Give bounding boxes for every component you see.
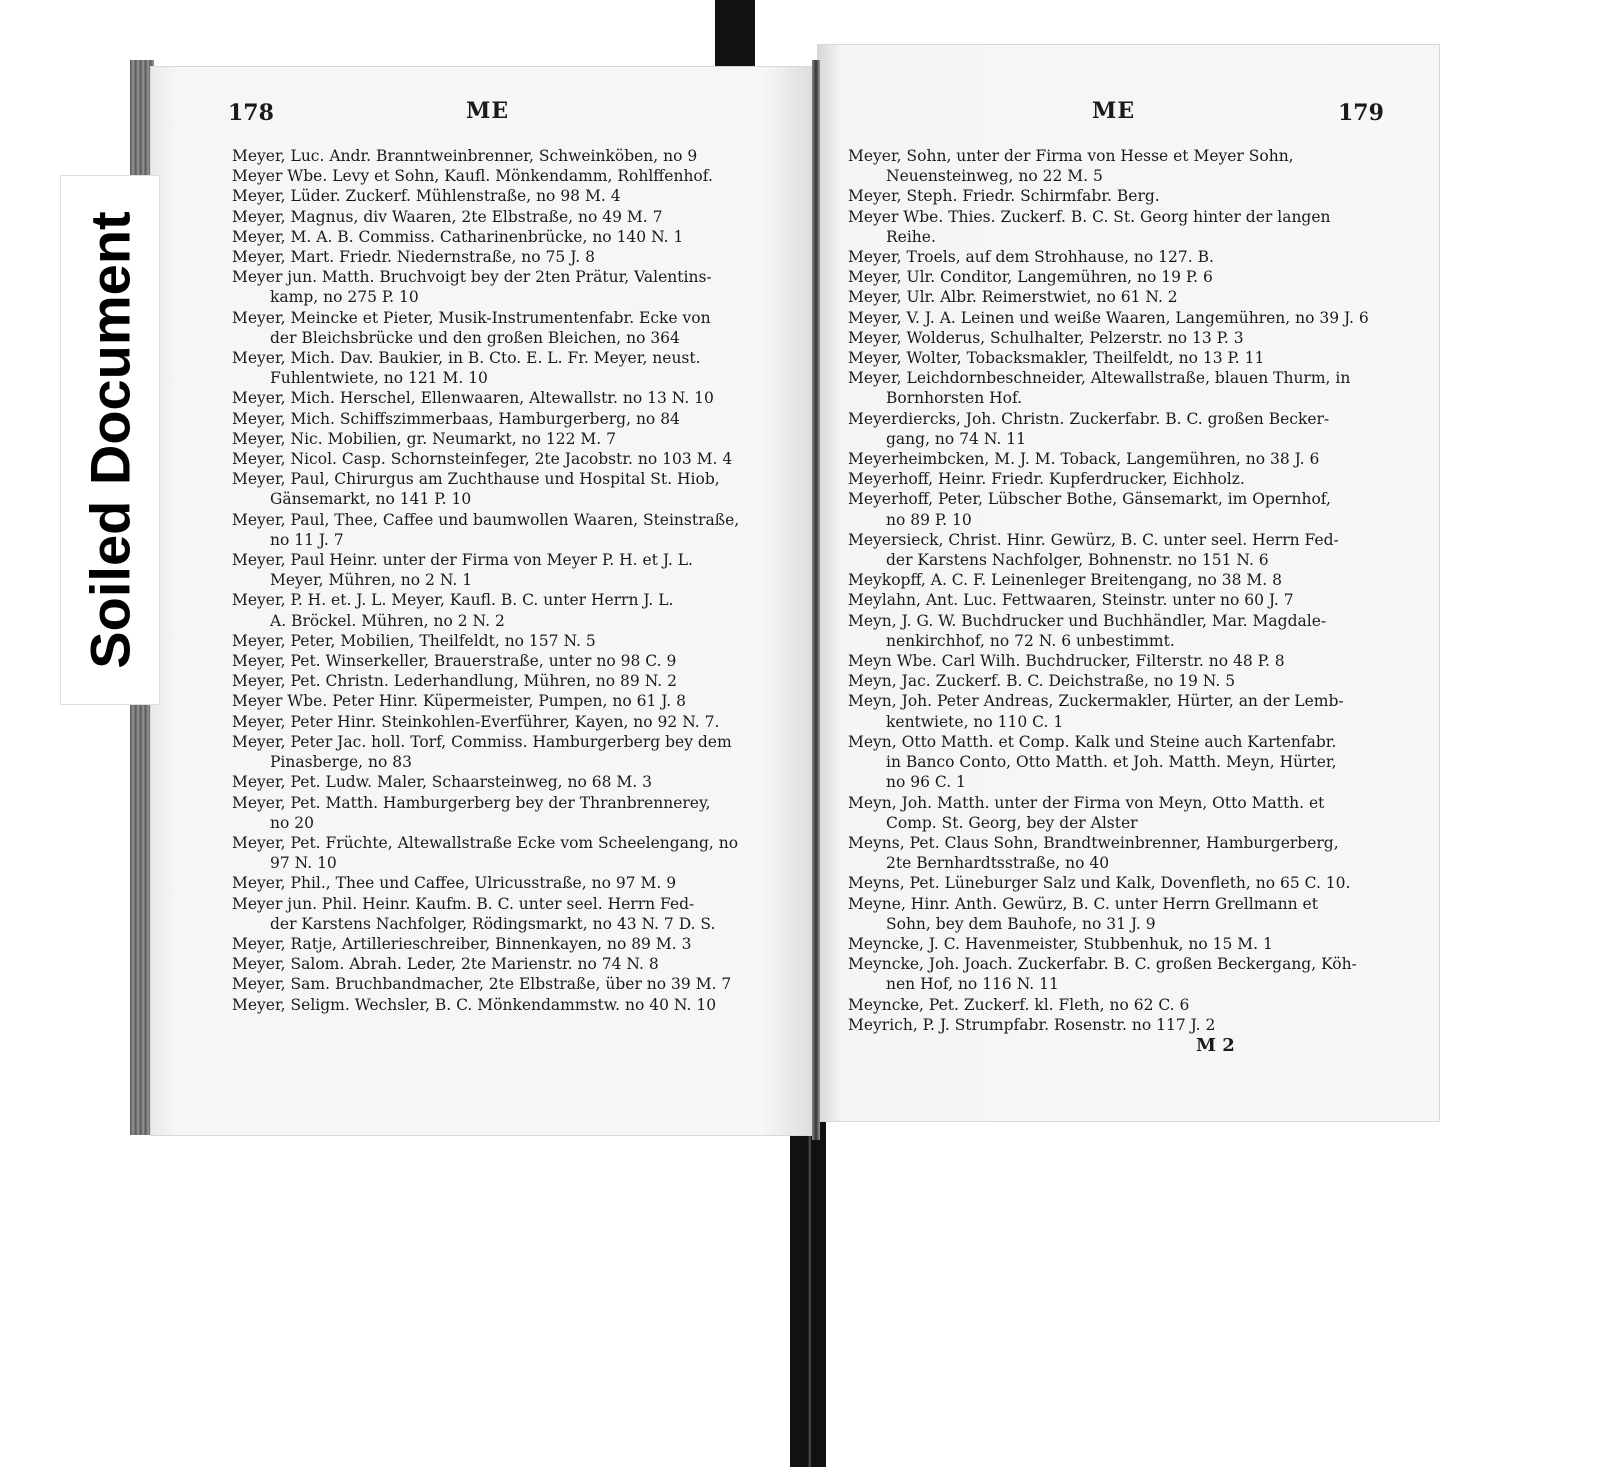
- directory-entry-line: Meyer, Paul Heinr. unter der Firma von Meyer P. H. et J. L.: [232, 551, 693, 570]
- directory-entry-line: Meyer, Peter, Mobilien, Theilfeldt, no 157 N. 5: [232, 631, 596, 650]
- directory-entry-line: Meyn Wbe. Carl Wilh. Buchdrucker, Filterstr. no 48 P. 8: [848, 652, 1285, 671]
- entry-continuation-line: Neuensteinweg, no 22 M. 5: [886, 167, 1103, 186]
- directory-entry-line: Meyerhoff, Peter, Lübscher Bothe, Gänsemarkt, im Opernhof,: [848, 490, 1331, 509]
- directory-entry-line: Meyer Wbe. Levy et Sohn, Kaufl. Mönkendamm, Rohlffenhof.: [232, 167, 713, 186]
- directory-entry-line: Meyer, V. J. A. Leinen und weiße Waaren, Langemühren, no 39 J. 6: [848, 308, 1369, 327]
- directory-entry-line: Meyer, Sam. Bruchbandmacher, 2te Elbstraße, über no 39 M. 7: [232, 975, 732, 994]
- directory-entry-line: Meyn, Jac. Zuckerf. B. C. Deichstraße, no 19 N. 5: [848, 672, 1236, 691]
- directory-entry-line: Meyer, Ratje, Artillerieschreiber, Binnenkayen, no 89 M. 3: [232, 934, 692, 953]
- directory-entry-line: Meyer, Lüder. Zuckerf. Mühlenstraße, no 98 M. 4: [232, 187, 621, 206]
- entry-continuation-line: Bornhorsten Hof.: [886, 389, 1023, 408]
- directory-entry-line: Meyer, Salom. Abrah. Leder, 2te Marienstr. no 74 N. 8: [232, 955, 659, 974]
- signature-mark: M 2: [1196, 1035, 1235, 1056]
- directory-entry-line: Meyer, Sohn, unter der Firma von Hesse et Meyer Sohn,: [848, 147, 1294, 165]
- entry-continuation-line: der Karstens Nachfolger, Bohnenstr. no 151 N. 6: [886, 551, 1269, 570]
- right-page-number: 179: [1338, 100, 1384, 126]
- directory-entry-line: Meyer, P. H. et. J. L. Meyer, Kaufl. B. C. unter Herrn J. L.: [232, 591, 674, 610]
- soiled-document-label: [60, 175, 160, 705]
- entry-continuation-line: kentwiete, no 110 C. 1: [886, 712, 1064, 731]
- entry-continuation-line: der Karstens Nachfolger, Rödingsmarkt, no 43 N. 7 D. S.: [270, 914, 716, 933]
- directory-entry-line: Meyer, Pet. Früchte, Altewallstraße Ecke vom Scheelengang, no: [232, 833, 739, 852]
- ribbon-bookmark-top: [715, 0, 755, 70]
- directory-entry-line: Meyn, Otto Matth. et Comp. Kalk und Steine auch Kartenfabr.: [848, 732, 1337, 751]
- entry-continuation-line: der Bleichsbrücke und den großen Bleichen, no 364: [270, 328, 680, 347]
- entry-continuation-line: in Banco Conto, Otto Matth. et Joh. Matth. Meyn, Hürter,: [886, 753, 1337, 772]
- entry-continuation-line: 97 N. 10: [270, 854, 337, 873]
- directory-entry-line: Meyer, Leichdornbeschneider, Altewallstraße, blauen Thurm, in: [848, 369, 1351, 388]
- entry-continuation-line: gang, no 74 N. 11: [886, 429, 1026, 448]
- directory-entry-line: Meyer, Mich. Herschel, Ellenwaaren, Altewallstr. no 13 N. 10: [232, 389, 714, 408]
- directory-entry-line: Meyer, Meincke et Pieter, Musik-Instrumentenfabr. Ecke von: [232, 308, 711, 327]
- directory-entry-line: Meyer, Pet. Ludw. Maler, Schaarsteinweg, no 68 M. 3: [232, 773, 652, 792]
- directory-entry-line: Meyn, Joh. Peter Andreas, Zuckermakler, Hürter, an der Lemb-: [848, 692, 1344, 711]
- directory-entry-line: Meyer, M. A. B. Commiss. Catharinenbrücke, no 140 N. 1: [232, 227, 684, 246]
- entry-continuation-line: Meyer, Mühren, no 2 N. 1: [270, 571, 473, 590]
- directory-entry-line: Meyncke, J. C. Havenmeister, Stubbenhuk, no 15 M. 1: [848, 934, 1273, 953]
- directory-entry-line: Meyer, Troels, auf dem Strohhause, no 127. B.: [848, 248, 1214, 267]
- directory-entry-line: Meyer, Nicol. Casp. Schornsteinfeger, 2te Jacobstr. no 103 M. 4: [232, 450, 733, 469]
- directory-entry-line: Meyer, Mich. Schiffszimmerbaas, Hamburgerberg, no 84: [232, 409, 680, 428]
- directory-entry-line: Meyne, Hinr. Anth. Gewürz, B. C. unter Herrn Grellmann et: [848, 894, 1318, 913]
- entry-continuation-line: A. Bröckel. Mühren, no 2 N. 2: [270, 611, 505, 630]
- entry-continuation-line: Sohn, bey dem Bauhofe, no 31 J. 9: [886, 914, 1156, 933]
- directory-entry-line: Meyer, Magnus, div Waaren, 2te Elbstraße, no 49 M. 7: [232, 207, 663, 226]
- directory-entry-line: Meyer, Seligm. Wechsler, B. C. Mönkendammstw. no 40 N. 10: [232, 995, 717, 1014]
- directory-entry-line: Meyrich, P. J. Strumpfabr. Rosenstr. no 117 J. 2: [848, 1015, 1216, 1034]
- directory-entry-line: Meyer Wbe. Peter Hinr. Küpermeister, Pumpen, no 61 J. 8: [232, 692, 686, 711]
- directory-entry-line: Meyerheimbcken, M. J. M. Toback, Langemühren, no 38 J. 6: [848, 450, 1320, 469]
- directory-entry-line: Meyer, Luc. Andr. Branntweinbrenner, Schweinköben, no 9: [232, 147, 698, 165]
- directory-entry-line: Meyer, Pet. Christn. Lederhandlung, Mühren, no 89 N. 2: [232, 672, 677, 691]
- entry-continuation-line: no 11 J. 7: [270, 530, 344, 549]
- entry-continuation-line: nenkirchhof, no 72 N. 6 unbestimmt.: [886, 631, 1175, 650]
- entry-continuation-line: Pinasberge, no 83: [270, 753, 412, 772]
- directory-entry-line: Meyer, Wolter, Tobacksmakler, Theilfeldt, no 13 P. 11: [848, 349, 1265, 368]
- directory-entry-line: Meyer, Ulr. Albr. Reimerstwiet, no 61 N. 2: [848, 288, 1178, 307]
- directory-entry-line: Meylahn, Ant. Luc. Fettwaaren, Steinstr. unter no 60 J. 7: [848, 591, 1294, 610]
- entry-continuation-line: kamp, no 275 P. 10: [270, 288, 419, 307]
- entry-continuation-line: nen Hof, no 116 N. 11: [886, 975, 1059, 994]
- ribbon-bookmark-bottom: [790, 1122, 826, 1467]
- directory-entry-line: Meyncke, Pet. Zuckerf. kl. Fleth, no 62 C. 6: [848, 995, 1190, 1014]
- directory-entry-line: Meyer jun. Matth. Bruchvoigt bey der 2ten Prätur, Valentins-: [232, 268, 712, 287]
- directory-entry-line: Meyn, Joh. Matth. unter der Firma von Meyn, Otto Matth. et: [848, 793, 1325, 812]
- entry-continuation-line: Reihe.: [886, 227, 936, 246]
- right-page-header: ME: [1092, 98, 1136, 124]
- directory-entry-line: Meyer, Steph. Friedr. Schirmfabr. Berg.: [848, 187, 1160, 206]
- directory-entry-line: Meyer, Mich. Dav. Baukier, in B. Cto. E. L. Fr. Meyer, neust.: [232, 349, 701, 368]
- directory-entry-line: Meyer, Peter Jac. holl. Torf, Commiss. Hamburgerberg bey dem: [232, 732, 732, 751]
- directory-entry-line: Meyer jun. Phil. Heinr. Kaufm. B. C. unter seel. Herrn Fed-: [232, 894, 695, 913]
- left-page-header: ME: [466, 98, 510, 124]
- directory-entry-line: Meykopff, A. C. F. Leinenleger Breitengang, no 38 M. 8: [848, 571, 1282, 590]
- left-page-number: 178: [228, 100, 274, 126]
- stamp-text: Soiled Document: [78, 211, 142, 669]
- directory-entry-line: Meyer, Phil., Thee und Caffee, Ulricusstraße, no 97 M. 9: [232, 874, 677, 893]
- entry-continuation-line: no 20: [270, 813, 314, 832]
- entry-continuation-line: Comp. St. Georg, bey der Alster: [886, 813, 1138, 832]
- directory-entry-line: Meyer, Pet. Winserkeller, Brauerstraße, unter no 98 C. 9: [232, 652, 677, 671]
- directory-entry-line: Meyer, Pet. Matth. Hamburgerberg bey der Thranbrennerey,: [232, 793, 711, 812]
- directory-entry-line: Meyer, Nic. Mobilien, gr. Neumarkt, no 122 M. 7: [232, 429, 616, 448]
- directory-entry-line: Meyer, Mart. Friedr. Niedernstraße, no 75 J. 8: [232, 248, 595, 267]
- directory-entry-line: Meyer, Paul, Thee, Caffee und baumwollen Waaren, Steinstraße,: [232, 510, 740, 529]
- entry-continuation-line: no 89 P. 10: [886, 510, 972, 529]
- directory-entry-line: Meyerhoff, Heinr. Friedr. Kupferdrucker, Eichholz.: [848, 470, 1245, 489]
- book-spine: [812, 60, 820, 1140]
- directory-entry-line: Meyns, Pet. Claus Sohn, Brandtweinbrenner, Hamburgerberg,: [848, 833, 1339, 852]
- directory-entry-line: Meyerdiercks, Joh. Christn. Zuckerfabr. B. C. großen Becker-: [848, 409, 1330, 428]
- directory-entry-line: Meyer, Paul, Chirurgus am Zuchthause und Hospital St. Hiob,: [232, 470, 720, 489]
- directory-entry-line: Meyersieck, Christ. Hinr. Gewürz, B. C. unter seel. Herrn Fed-: [848, 530, 1339, 549]
- right-directory-entries: [848, 146, 1382, 1035]
- directory-entry-line: Meyer, Ulr. Conditor, Langemühren, no 19 P. 6: [848, 268, 1213, 287]
- directory-entry-line: Meyns, Pet. Lüneburger Salz und Kalk, Dovenfleth, no 65 C. 10.: [848, 874, 1351, 893]
- entry-continuation-line: no 96 C. 1: [886, 773, 966, 792]
- directory-entry-line: Meyer, Peter Hinr. Steinkohlen-Everführer, Kayen, no 92 N. 7.: [232, 712, 720, 731]
- entry-continuation-line: Fuhlentwiete, no 121 M. 10: [270, 369, 488, 388]
- directory-entry-line: Meyncke, Joh. Joach. Zuckerfabr. B. C. großen Beckergang, Köh-: [848, 955, 1357, 974]
- entry-continuation-line: Gänsemarkt, no 141 P. 10: [270, 490, 472, 509]
- left-directory-entries: [232, 146, 752, 1015]
- directory-entry-line: Meyer Wbe. Thies. Zuckerf. B. C. St. Georg hinter der langen: [848, 207, 1331, 226]
- directory-entry-line: Meyn, J. G. W. Buchdrucker und Buchhändler, Mar. Magdale-: [848, 611, 1327, 630]
- directory-entry-line: Meyer, Wolderus, Schulhalter, Pelzerstr. no 13 P. 3: [848, 328, 1244, 347]
- entry-continuation-line: 2te Bernhardtsstraße, no 40: [886, 854, 1110, 873]
